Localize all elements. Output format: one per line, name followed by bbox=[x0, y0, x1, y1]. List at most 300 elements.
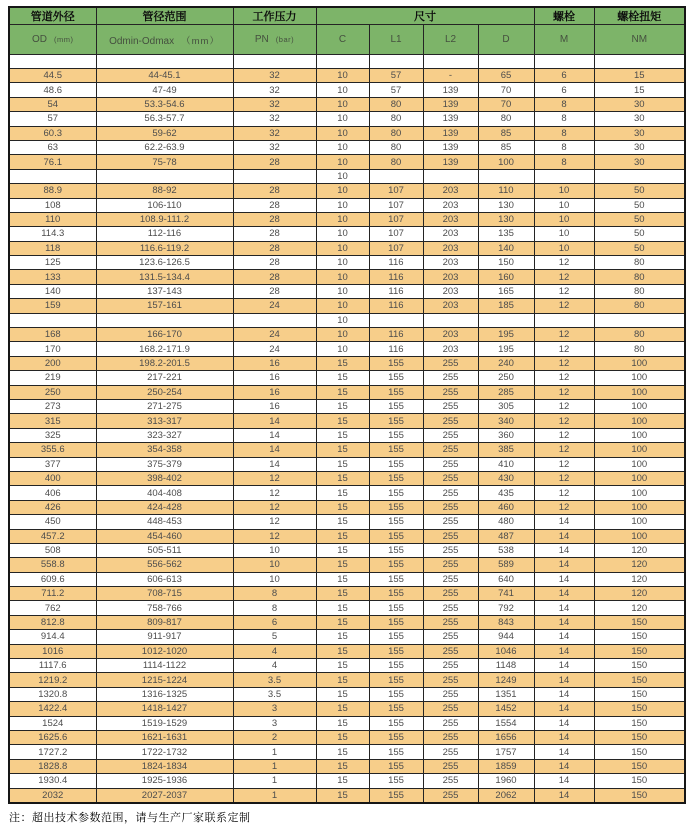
table-cell bbox=[423, 169, 478, 183]
table-cell: 6 bbox=[534, 83, 594, 97]
table-cell: 15 bbox=[316, 659, 369, 673]
table-cell bbox=[9, 313, 96, 327]
table-cell: 30 bbox=[594, 155, 685, 169]
table-cell: 15 bbox=[316, 457, 369, 471]
table-cell: 139 bbox=[423, 112, 478, 126]
table-cell: 255 bbox=[423, 515, 478, 529]
table-cell: 8 bbox=[534, 97, 594, 111]
table-cell: 155 bbox=[369, 443, 423, 457]
table-cell: 63 bbox=[9, 140, 96, 154]
separator-row bbox=[9, 169, 685, 183]
table-row bbox=[9, 615, 685, 629]
table-cell: 1114-1122 bbox=[96, 659, 233, 673]
table-cell: 139 bbox=[423, 140, 478, 154]
table-cell: 15 bbox=[316, 428, 369, 442]
table-cell: 28 bbox=[233, 241, 316, 255]
table-row bbox=[9, 385, 685, 399]
table-cell: 556-562 bbox=[96, 558, 233, 572]
table-cell: 255 bbox=[423, 630, 478, 644]
table-row bbox=[9, 543, 685, 557]
table-cell: 8 bbox=[233, 601, 316, 615]
table-cell: 118 bbox=[9, 241, 96, 255]
table-cell: 12 bbox=[534, 371, 594, 385]
table-cell: 15 bbox=[316, 486, 369, 500]
table-cell: 1012-1020 bbox=[96, 644, 233, 658]
table-row bbox=[9, 371, 685, 385]
table-cell: 1554 bbox=[478, 716, 534, 730]
table-cell: 16 bbox=[233, 371, 316, 385]
table-cell: 80 bbox=[478, 112, 534, 126]
table-cell: 56.3-57.7 bbox=[96, 112, 233, 126]
table-cell: 14 bbox=[534, 615, 594, 629]
table-cell: 12 bbox=[233, 486, 316, 500]
table-cell: 57 bbox=[9, 112, 96, 126]
table-cell: 5 bbox=[233, 630, 316, 644]
table-cell: 15 bbox=[316, 443, 369, 457]
table-cell: 809-817 bbox=[96, 615, 233, 629]
table-cell: 130 bbox=[478, 212, 534, 226]
table-cell: 10 bbox=[316, 270, 369, 284]
table-row bbox=[9, 601, 685, 615]
table-cell: 80 bbox=[594, 299, 685, 313]
table-cell: 100 bbox=[594, 385, 685, 399]
table-cell: 59-62 bbox=[96, 126, 233, 140]
table-cell: 12 bbox=[534, 270, 594, 284]
table-cell: 12 bbox=[534, 428, 594, 442]
table-cell: 139 bbox=[423, 126, 478, 140]
table-row bbox=[9, 630, 685, 644]
table-cell: 155 bbox=[369, 500, 423, 514]
table-row bbox=[9, 112, 685, 126]
table-cell: 250-254 bbox=[96, 385, 233, 399]
table-cell: 85 bbox=[478, 126, 534, 140]
table-cell: 28 bbox=[233, 270, 316, 284]
table-cell: 843 bbox=[478, 615, 534, 629]
table-cell: 28 bbox=[233, 155, 316, 169]
table-cell: 10 bbox=[316, 342, 369, 356]
table-cell: 116 bbox=[369, 328, 423, 342]
table-row bbox=[9, 788, 685, 803]
table-cell: 1320.8 bbox=[9, 687, 96, 701]
table-cell: 424-428 bbox=[96, 500, 233, 514]
table-cell: 10 bbox=[534, 227, 594, 241]
table-cell: 57 bbox=[369, 83, 423, 97]
table-cell: 6 bbox=[233, 615, 316, 629]
table-cell: 12 bbox=[534, 356, 594, 370]
table-cell: 50 bbox=[594, 184, 685, 198]
table-cell: 150 bbox=[594, 659, 685, 673]
table-cell: 255 bbox=[423, 414, 478, 428]
table-cell: 15 bbox=[316, 515, 369, 529]
table-cell: 12 bbox=[233, 529, 316, 543]
table-cell: 385 bbox=[478, 443, 534, 457]
table-cell: 10 bbox=[534, 198, 594, 212]
table-cell: 80 bbox=[369, 126, 423, 140]
subheader-c: C bbox=[316, 25, 369, 55]
table-row bbox=[9, 745, 685, 759]
table-cell: 133 bbox=[9, 270, 96, 284]
table-cell: 155 bbox=[369, 558, 423, 572]
table-cell: 15 bbox=[316, 745, 369, 759]
table-cell: 80 bbox=[594, 342, 685, 356]
table-cell: 450 bbox=[9, 515, 96, 529]
table-cell: 944 bbox=[478, 630, 534, 644]
table-cell: 15 bbox=[316, 601, 369, 615]
table-cell: 50 bbox=[594, 241, 685, 255]
table-row bbox=[9, 126, 685, 140]
table-cell: 100 bbox=[594, 500, 685, 514]
table-cell: 255 bbox=[423, 543, 478, 557]
table-cell: 32 bbox=[233, 83, 316, 97]
table-cell: 80 bbox=[369, 155, 423, 169]
table-cell: 120 bbox=[594, 558, 685, 572]
table-cell: 50 bbox=[594, 227, 685, 241]
table-cell: 609.6 bbox=[9, 572, 96, 586]
subheader-l2: L2 bbox=[423, 25, 478, 55]
table-cell: 15 bbox=[316, 630, 369, 644]
table-row bbox=[9, 212, 685, 226]
table-cell: 200 bbox=[9, 356, 96, 370]
table-cell: 106-110 bbox=[96, 198, 233, 212]
table-cell: 139 bbox=[423, 83, 478, 97]
table-cell: 12 bbox=[233, 515, 316, 529]
table-cell: 400 bbox=[9, 471, 96, 485]
header-group-dimensions: 尺寸 bbox=[316, 7, 534, 25]
table-cell: 10 bbox=[316, 112, 369, 126]
table-cell: 15 bbox=[316, 759, 369, 773]
table-cell: 255 bbox=[423, 572, 478, 586]
table-cell bbox=[96, 313, 233, 327]
table-cell: 108 bbox=[9, 198, 96, 212]
table-cell: 155 bbox=[369, 414, 423, 428]
table-cell: 12 bbox=[534, 256, 594, 270]
table-cell: 54 bbox=[9, 97, 96, 111]
table-cell: 15 bbox=[316, 414, 369, 428]
table-cell: 28 bbox=[233, 212, 316, 226]
table-cell: 203 bbox=[423, 184, 478, 198]
table-cell: 32 bbox=[233, 97, 316, 111]
table-cell: 16 bbox=[233, 399, 316, 413]
header-group-range: 管径范围 bbox=[96, 7, 233, 25]
table-cell: 155 bbox=[369, 457, 423, 471]
table-cell: 125 bbox=[9, 256, 96, 270]
table-cell bbox=[96, 169, 233, 183]
table-cell: 15 bbox=[316, 558, 369, 572]
table-cell: 758-766 bbox=[96, 601, 233, 615]
table-cell: 255 bbox=[423, 716, 478, 730]
table-cell: 454-460 bbox=[96, 529, 233, 543]
table-cell: 14 bbox=[534, 687, 594, 701]
table-cell: 159 bbox=[9, 299, 96, 313]
table-cell: 155 bbox=[369, 716, 423, 730]
table-cell: 398-402 bbox=[96, 471, 233, 485]
table-cell: 150 bbox=[594, 745, 685, 759]
table-cell: 255 bbox=[423, 385, 478, 399]
table-cell: 406 bbox=[9, 486, 96, 500]
table-cell: 255 bbox=[423, 644, 478, 658]
table-cell: 14 bbox=[233, 428, 316, 442]
table-cell: 14 bbox=[233, 414, 316, 428]
table-cell: 255 bbox=[423, 486, 478, 500]
table-cell: 606-613 bbox=[96, 572, 233, 586]
table-cell: 250 bbox=[9, 385, 96, 399]
table-row bbox=[9, 83, 685, 97]
table-cell: 1422.4 bbox=[9, 702, 96, 716]
table-cell: 100 bbox=[594, 414, 685, 428]
table-row bbox=[9, 572, 685, 586]
table-cell: 448-453 bbox=[96, 515, 233, 529]
table-cell: 155 bbox=[369, 543, 423, 557]
table-cell: 1452 bbox=[478, 702, 534, 716]
table-row bbox=[9, 184, 685, 198]
table-cell: 255 bbox=[423, 601, 478, 615]
table-cell: 8 bbox=[534, 140, 594, 154]
table-cell: 15 bbox=[316, 543, 369, 557]
table-cell: 15 bbox=[316, 774, 369, 788]
table-cell: 80 bbox=[369, 97, 423, 111]
table-row bbox=[9, 558, 685, 572]
table-cell: 1249 bbox=[478, 673, 534, 687]
table-cell: 110 bbox=[478, 184, 534, 198]
table-cell: 2 bbox=[233, 730, 316, 744]
table-cell: 250 bbox=[478, 371, 534, 385]
subheader-d: D bbox=[478, 25, 534, 55]
table-cell: 10 bbox=[316, 299, 369, 313]
table-cell: 10 bbox=[233, 543, 316, 557]
table-cell: 16 bbox=[233, 385, 316, 399]
table-cell: 12 bbox=[534, 414, 594, 428]
table-cell: 150 bbox=[594, 615, 685, 629]
table-cell: 10 bbox=[316, 212, 369, 226]
table-cell: 108.9-111.2 bbox=[96, 212, 233, 226]
table-row bbox=[9, 428, 685, 442]
table-cell: 12 bbox=[534, 471, 594, 485]
table-cell: 15 bbox=[316, 356, 369, 370]
table-cell: 203 bbox=[423, 284, 478, 298]
table-cell: 914.4 bbox=[9, 630, 96, 644]
spacer-cell bbox=[233, 55, 316, 69]
table-cell: 50 bbox=[594, 212, 685, 226]
table-cell: 15 bbox=[316, 716, 369, 730]
spec-table bbox=[8, 6, 686, 804]
table-cell: 323-327 bbox=[96, 428, 233, 442]
table-cell: 255 bbox=[423, 356, 478, 370]
table-cell: 10 bbox=[316, 97, 369, 111]
table-cell: 711.2 bbox=[9, 587, 96, 601]
subheader-nm: NM bbox=[594, 25, 685, 55]
table-cell: 150 bbox=[594, 716, 685, 730]
spacer-cell bbox=[423, 55, 478, 69]
table-cell: 150 bbox=[594, 687, 685, 701]
table-cell: 15 bbox=[316, 572, 369, 586]
table-cell: 255 bbox=[423, 673, 478, 687]
table-cell: 155 bbox=[369, 730, 423, 744]
table-cell: 203 bbox=[423, 328, 478, 342]
header-group-od: 管道外径 bbox=[9, 7, 96, 25]
table-cell: 255 bbox=[423, 702, 478, 716]
table-cell: 10 bbox=[316, 241, 369, 255]
table-cell: 44.5 bbox=[9, 69, 96, 83]
table-cell: 8 bbox=[233, 587, 316, 601]
table-cell: 640 bbox=[478, 572, 534, 586]
table-cell: 80 bbox=[594, 328, 685, 342]
table-cell: 12 bbox=[233, 500, 316, 514]
table-cell: 305 bbox=[478, 399, 534, 413]
table-row bbox=[9, 284, 685, 298]
spec-sheet bbox=[0, 6, 687, 832]
table-cell: 140 bbox=[478, 241, 534, 255]
table-cell bbox=[534, 313, 594, 327]
table-cell: 10 bbox=[233, 558, 316, 572]
table-cell: 155 bbox=[369, 385, 423, 399]
table-cell: 116.6-119.2 bbox=[96, 241, 233, 255]
table-cell: 12 bbox=[534, 342, 594, 356]
table-cell: 10 bbox=[316, 256, 369, 270]
table-cell: 100 bbox=[594, 443, 685, 457]
table-cell: 14 bbox=[534, 587, 594, 601]
table-row bbox=[9, 328, 685, 342]
table-cell: 255 bbox=[423, 587, 478, 601]
table-cell: 75-78 bbox=[96, 155, 233, 169]
table-cell: 14 bbox=[534, 716, 594, 730]
table-cell: 32 bbox=[233, 69, 316, 83]
table-row bbox=[9, 471, 685, 485]
table-cell: 88.9 bbox=[9, 184, 96, 198]
table-cell: 15 bbox=[316, 615, 369, 629]
table-cell: 313-317 bbox=[96, 414, 233, 428]
table-cell: 10 bbox=[316, 69, 369, 83]
footnote: 注：超出技术参数范围，请与生产厂家联系定制 bbox=[9, 811, 251, 824]
table-row bbox=[9, 730, 685, 744]
table-cell: 812.8 bbox=[9, 615, 96, 629]
table-cell: 1859 bbox=[478, 759, 534, 773]
table-cell: 15 bbox=[316, 702, 369, 716]
table-cell: 12 bbox=[233, 471, 316, 485]
table-cell: 1351 bbox=[478, 687, 534, 701]
table-cell: 185 bbox=[478, 299, 534, 313]
table-cell: 50 bbox=[594, 198, 685, 212]
table-cell: 10 bbox=[316, 155, 369, 169]
table-cell bbox=[594, 313, 685, 327]
spacer-cell bbox=[369, 55, 423, 69]
table-cell: 435 bbox=[478, 486, 534, 500]
table-cell: 168.2-171.9 bbox=[96, 342, 233, 356]
table-row bbox=[9, 457, 685, 471]
table-cell: 12 bbox=[534, 443, 594, 457]
spacer-cell bbox=[478, 55, 534, 69]
table-cell: 70 bbox=[478, 97, 534, 111]
table-row bbox=[9, 716, 685, 730]
table-cell: 155 bbox=[369, 515, 423, 529]
table-cell: 762 bbox=[9, 601, 96, 615]
table-cell: 100 bbox=[594, 486, 685, 500]
table-cell: 558.8 bbox=[9, 558, 96, 572]
table-row bbox=[9, 198, 685, 212]
spec-table-body bbox=[9, 69, 685, 803]
table-cell: 217-221 bbox=[96, 371, 233, 385]
table-cell: 377 bbox=[9, 457, 96, 471]
table-cell: 8 bbox=[534, 126, 594, 140]
table-cell: 14 bbox=[534, 774, 594, 788]
table-cell: 32 bbox=[233, 112, 316, 126]
table-cell: 1215-1224 bbox=[96, 673, 233, 687]
table-cell: - bbox=[423, 69, 478, 83]
table-cell: 10 bbox=[534, 212, 594, 226]
table-cell: 57 bbox=[369, 69, 423, 83]
table-cell: 107 bbox=[369, 198, 423, 212]
table-cell: 85 bbox=[478, 140, 534, 154]
table-row bbox=[9, 774, 685, 788]
table-cell: 15 bbox=[316, 788, 369, 803]
table-cell: 1925-1936 bbox=[96, 774, 233, 788]
table-cell: 708-715 bbox=[96, 587, 233, 601]
table-cell: 203 bbox=[423, 212, 478, 226]
table-cell: 137-143 bbox=[96, 284, 233, 298]
table-cell: 14 bbox=[534, 745, 594, 759]
separator-row bbox=[9, 313, 685, 327]
table-cell: 155 bbox=[369, 399, 423, 413]
table-cell: 120 bbox=[594, 572, 685, 586]
table-cell: 340 bbox=[478, 414, 534, 428]
spacer-cell bbox=[316, 55, 369, 69]
table-cell: 1418-1427 bbox=[96, 702, 233, 716]
table-cell: 508 bbox=[9, 543, 96, 557]
table-row bbox=[9, 270, 685, 284]
header-group-bolt: 螺栓 bbox=[534, 7, 594, 25]
table-cell: 155 bbox=[369, 486, 423, 500]
table-cell bbox=[369, 169, 423, 183]
table-row bbox=[9, 256, 685, 270]
table-cell: 80 bbox=[594, 284, 685, 298]
table-cell: 15 bbox=[316, 529, 369, 543]
table-cell: 285 bbox=[478, 385, 534, 399]
table-cell: 15 bbox=[316, 371, 369, 385]
table-cell: 3.5 bbox=[233, 673, 316, 687]
table-cell: 255 bbox=[423, 529, 478, 543]
table-cell: 12 bbox=[534, 385, 594, 399]
table-cell: 792 bbox=[478, 601, 534, 615]
table-cell: 10 bbox=[316, 313, 369, 327]
table-cell: 62.2-63.9 bbox=[96, 140, 233, 154]
table-cell: 166-170 bbox=[96, 328, 233, 342]
table-cell: 15 bbox=[316, 730, 369, 744]
header-group-bolt-torque: 螺栓扭矩 bbox=[594, 7, 685, 25]
table-cell: 160 bbox=[478, 270, 534, 284]
table-cell: 131.5-134.4 bbox=[96, 270, 233, 284]
table-cell: 150 bbox=[594, 630, 685, 644]
table-cell: 10 bbox=[316, 328, 369, 342]
subheader-range: Odmin-Odmax （mm） bbox=[96, 25, 233, 55]
table-cell: 4 bbox=[233, 659, 316, 673]
table-cell: 150 bbox=[594, 702, 685, 716]
subheader-pn: PN (bar) bbox=[233, 25, 316, 55]
table-cell bbox=[594, 169, 685, 183]
subheader-od: OD (mm) bbox=[9, 25, 96, 55]
table-cell: 28 bbox=[233, 284, 316, 298]
table-cell: 155 bbox=[369, 471, 423, 485]
table-row bbox=[9, 342, 685, 356]
table-cell: 2027-2037 bbox=[96, 788, 233, 803]
table-cell: 155 bbox=[369, 745, 423, 759]
table-cell: 10 bbox=[316, 284, 369, 298]
table-row bbox=[9, 659, 685, 673]
table-cell bbox=[233, 169, 316, 183]
table-cell: 15 bbox=[316, 471, 369, 485]
table-cell: 255 bbox=[423, 443, 478, 457]
table-cell: 10 bbox=[316, 198, 369, 212]
table-cell: 10 bbox=[534, 241, 594, 255]
table-cell: 116 bbox=[369, 270, 423, 284]
